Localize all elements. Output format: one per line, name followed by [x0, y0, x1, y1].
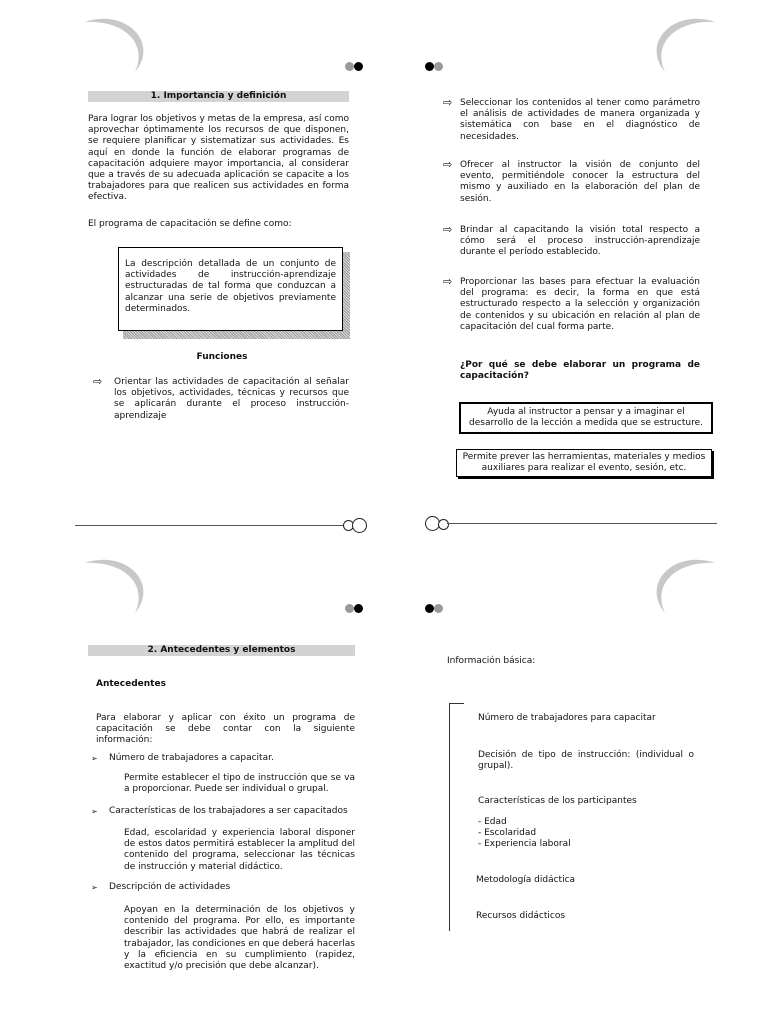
item-description: Edad, escolaridad y experiencia laboral disponer de estos datos permitirá establecer la amplitud del contenido del programa, seleccionar las técnicas de instrucción y material didáctico.	[124, 828, 355, 872]
funciones-heading: Funciones	[196, 352, 248, 362]
definition-box: La descripción detallada de un conjunto de actividades de instrucción-aprendizaje estructuradas de tal forma que conduzcan a alcanzar una serie de objetivos previamente determinados.	[118, 247, 343, 331]
black-dot	[354, 604, 363, 613]
section-title: 2. Antecedentes y elementos	[88, 645, 355, 656]
definition-intro: El programa de capacitación se define como:	[88, 219, 292, 229]
ring-ornament	[352, 518, 367, 533]
bracket-line	[449, 703, 464, 931]
divider-line	[75, 525, 345, 526]
bullet-item: Proporcionar las bases para efectuar la evaluación del programa: es decir, la forma en que está estructurado respecto a la selección y organización de contenidos y su ubicación en relación al plan de capacitación del cual forma parte.	[460, 277, 700, 332]
bullet-item: Seleccionar los contenidos al tener como parámetro el análisis de actividades de manera organizada y sistemática con base en el diagnóstico de necesidades.	[460, 98, 700, 142]
info-item: Recursos didácticos	[476, 911, 566, 921]
grey-dot	[434, 604, 443, 613]
crescent-decoration	[80, 555, 160, 615]
arrow-bullet-icon: ⇨	[93, 375, 103, 388]
item-label: Número de trabajadores a capacitar.	[109, 753, 274, 763]
answer-box: Ayuda al instructor a pensar y a imaginar el desarrollo de la lección a medida que se estructure.	[459, 402, 713, 434]
info-subitem: - Edad	[478, 817, 507, 827]
item-description: Apoyan en la determinación de los objetivos y contenido del programa. Por ello, es importante describir las actividades que habrá de realizar el trabajador, las condiciones en que deberá hacerlas y la eficiencia en su cumplimiento (rapidez, exactitud y/o precisión que debe alcanzar).	[124, 905, 355, 972]
arrow-bullet-icon: ⇨	[443, 275, 453, 288]
arrow-bullet-icon: ⇨	[443, 96, 453, 109]
item-description: Permite establecer el tipo de instrucción que se va a proporcionar. Puede ser individual o grupal.	[124, 773, 355, 795]
info-item: Metodología didáctica	[476, 875, 576, 885]
info-subitem: - Escolaridad	[478, 828, 537, 838]
item-label: Características de los trabajadores a ser capacitados	[109, 806, 348, 816]
question-heading: ¿Por qué se debe elaborar un programa de capacitación?	[460, 360, 700, 382]
chevron-bullet-icon: ➢	[91, 754, 98, 763]
black-dot	[425, 604, 434, 613]
arrow-bullet-icon: ⇨	[443, 223, 453, 236]
chevron-bullet-icon: ➢	[91, 807, 98, 816]
grey-dot	[345, 62, 354, 71]
black-dot	[354, 62, 363, 71]
black-dot	[425, 62, 434, 71]
info-item: Decisión de tipo de instrucción: (individual o grupal).	[478, 750, 694, 772]
answer-box: Permite prever las herramientas, materiales y medios auxiliares para realizar el evento, sesión, etc.	[456, 449, 712, 477]
arrow-bullet-icon: ⇨	[443, 158, 453, 171]
funcion-item: Orientar las actividades de capacitación al señalar los objetivos, actividades, técnicas y recursos que se aplicarán durante el proceso instrucción-aprendizaje	[114, 377, 349, 421]
info-item: Número de trabajadores para capacitar	[478, 713, 656, 723]
info-item: Características de los participantes	[478, 796, 637, 806]
grey-dot	[434, 62, 443, 71]
divider-line	[447, 523, 717, 524]
section-title: 1. Importancia y definición	[88, 91, 349, 102]
intro-paragraph: Para lograr los objetivos y metas de la empresa, así como aprovechar óptimamente los recursos de que disponen, se requiere planificar y sistematizar sus actividades. Es aquí en donde la función de elaborar programas de capacitación adquiere mayor importancia, al considerar que a través de su adecuada aplicación se capacite a los trabajadores para que realicen sus actividades en forma efectiva.	[88, 114, 349, 203]
antecedentes-heading: Antecedentes	[96, 679, 166, 689]
grey-dot	[345, 604, 354, 613]
bullet-item: Ofrecer al instructor la visión de conjunto del evento, permitiéndole conocer la estructura del mismo y auxiliado en la elaboración del plan de sesión.	[460, 160, 700, 204]
info-heading: Información básica:	[447, 656, 536, 666]
ring-ornament	[438, 519, 449, 530]
bullet-item: Brindar al capacitando la visión total respecto a cómo será el proceso instrucción-aprendizaje durante el período establecido.	[460, 225, 700, 258]
item-label: Descripción de actividades	[109, 882, 231, 892]
info-subitem: - Experiencia laboral	[478, 839, 571, 849]
crescent-decoration	[640, 14, 720, 74]
crescent-decoration	[640, 555, 720, 615]
antecedentes-intro: Para elaborar y aplicar con éxito un programa de capacitación se debe contar con la siguiente información:	[96, 713, 355, 746]
chevron-bullet-icon: ➢	[91, 883, 98, 892]
crescent-decoration	[80, 14, 160, 74]
